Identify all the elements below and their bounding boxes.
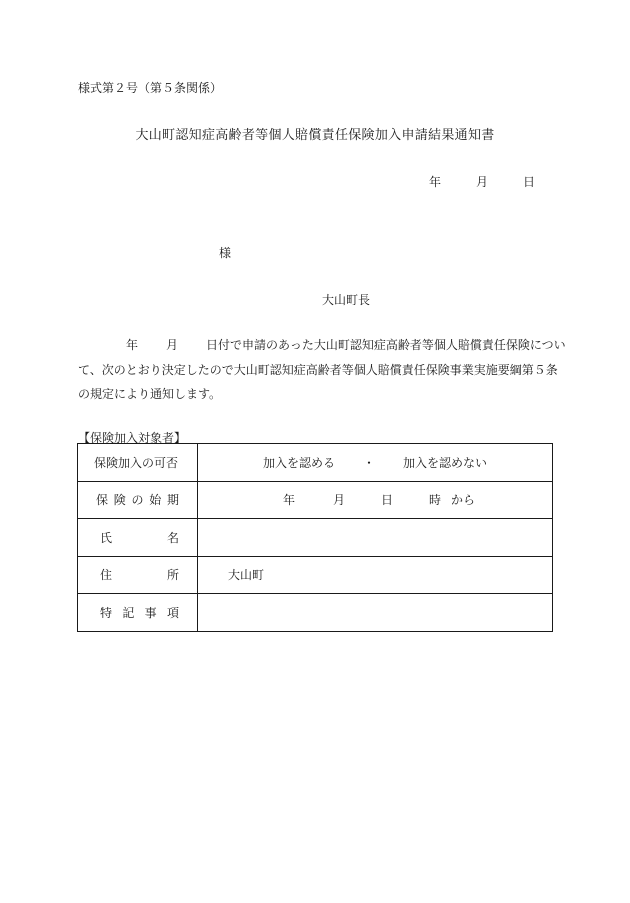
table-row-start-date <box>78 481 553 519</box>
label-name: 氏 名 <box>78 519 198 557</box>
date-day: 日 <box>523 175 536 189</box>
body-line-3: の規定により通知します。 <box>78 387 222 401</box>
body-line-2: て、次のとおり決定したので大山町認知症高齢者等個人賠償責任保険事業実施要綱第５条 <box>78 363 558 377</box>
option-deny: 加入を認めない <box>403 455 488 470</box>
section-label: 【保険加入対象者】 <box>78 431 187 445</box>
table-row-address <box>78 556 553 594</box>
table-row-remarks <box>78 594 553 632</box>
form-number: 様式第２号（第５条関係） <box>78 81 223 95</box>
insured-person-table <box>77 443 553 632</box>
label-remarks: 特 記 事 項 <box>78 594 198 632</box>
value-start-date <box>198 481 553 519</box>
label-address: 住 所 <box>78 556 198 594</box>
body-month: 月 <box>166 338 179 352</box>
option-separator: ・ <box>362 455 375 470</box>
value-remarks[interactable] <box>198 594 553 632</box>
start-hour: 時 <box>429 493 442 508</box>
start-from: から <box>451 493 476 508</box>
table-row-name <box>78 519 553 557</box>
body-line-1 <box>78 336 566 353</box>
label-eligibility: 保険加入の可否 <box>78 444 198 482</box>
body-line-1-text: 日付で申請のあった大山町認知症高齢者等個人賠償責任保険につい <box>206 338 566 352</box>
body-year: 年 <box>126 338 139 352</box>
date-line <box>429 173 535 190</box>
start-day: 日 <box>380 493 393 508</box>
value-name[interactable] <box>198 519 553 557</box>
start-month: 月 <box>332 493 345 508</box>
date-month: 月 <box>476 175 489 189</box>
document-title: 大山町認知症高齢者等個人賠償責任保険加入申請結果通知書 <box>135 128 495 143</box>
table-row-eligibility <box>78 444 553 482</box>
value-eligibility <box>198 444 553 482</box>
label-start-date: 保 険 の 始 期 <box>78 481 198 519</box>
value-address[interactable]: 大山町 <box>198 556 553 594</box>
start-year: 年 <box>282 493 295 508</box>
issuer: 大山町長 <box>322 293 371 307</box>
date-year: 年 <box>429 175 442 189</box>
option-approve: 加入を認める <box>262 455 335 470</box>
addressee-suffix: 様 <box>219 246 232 260</box>
